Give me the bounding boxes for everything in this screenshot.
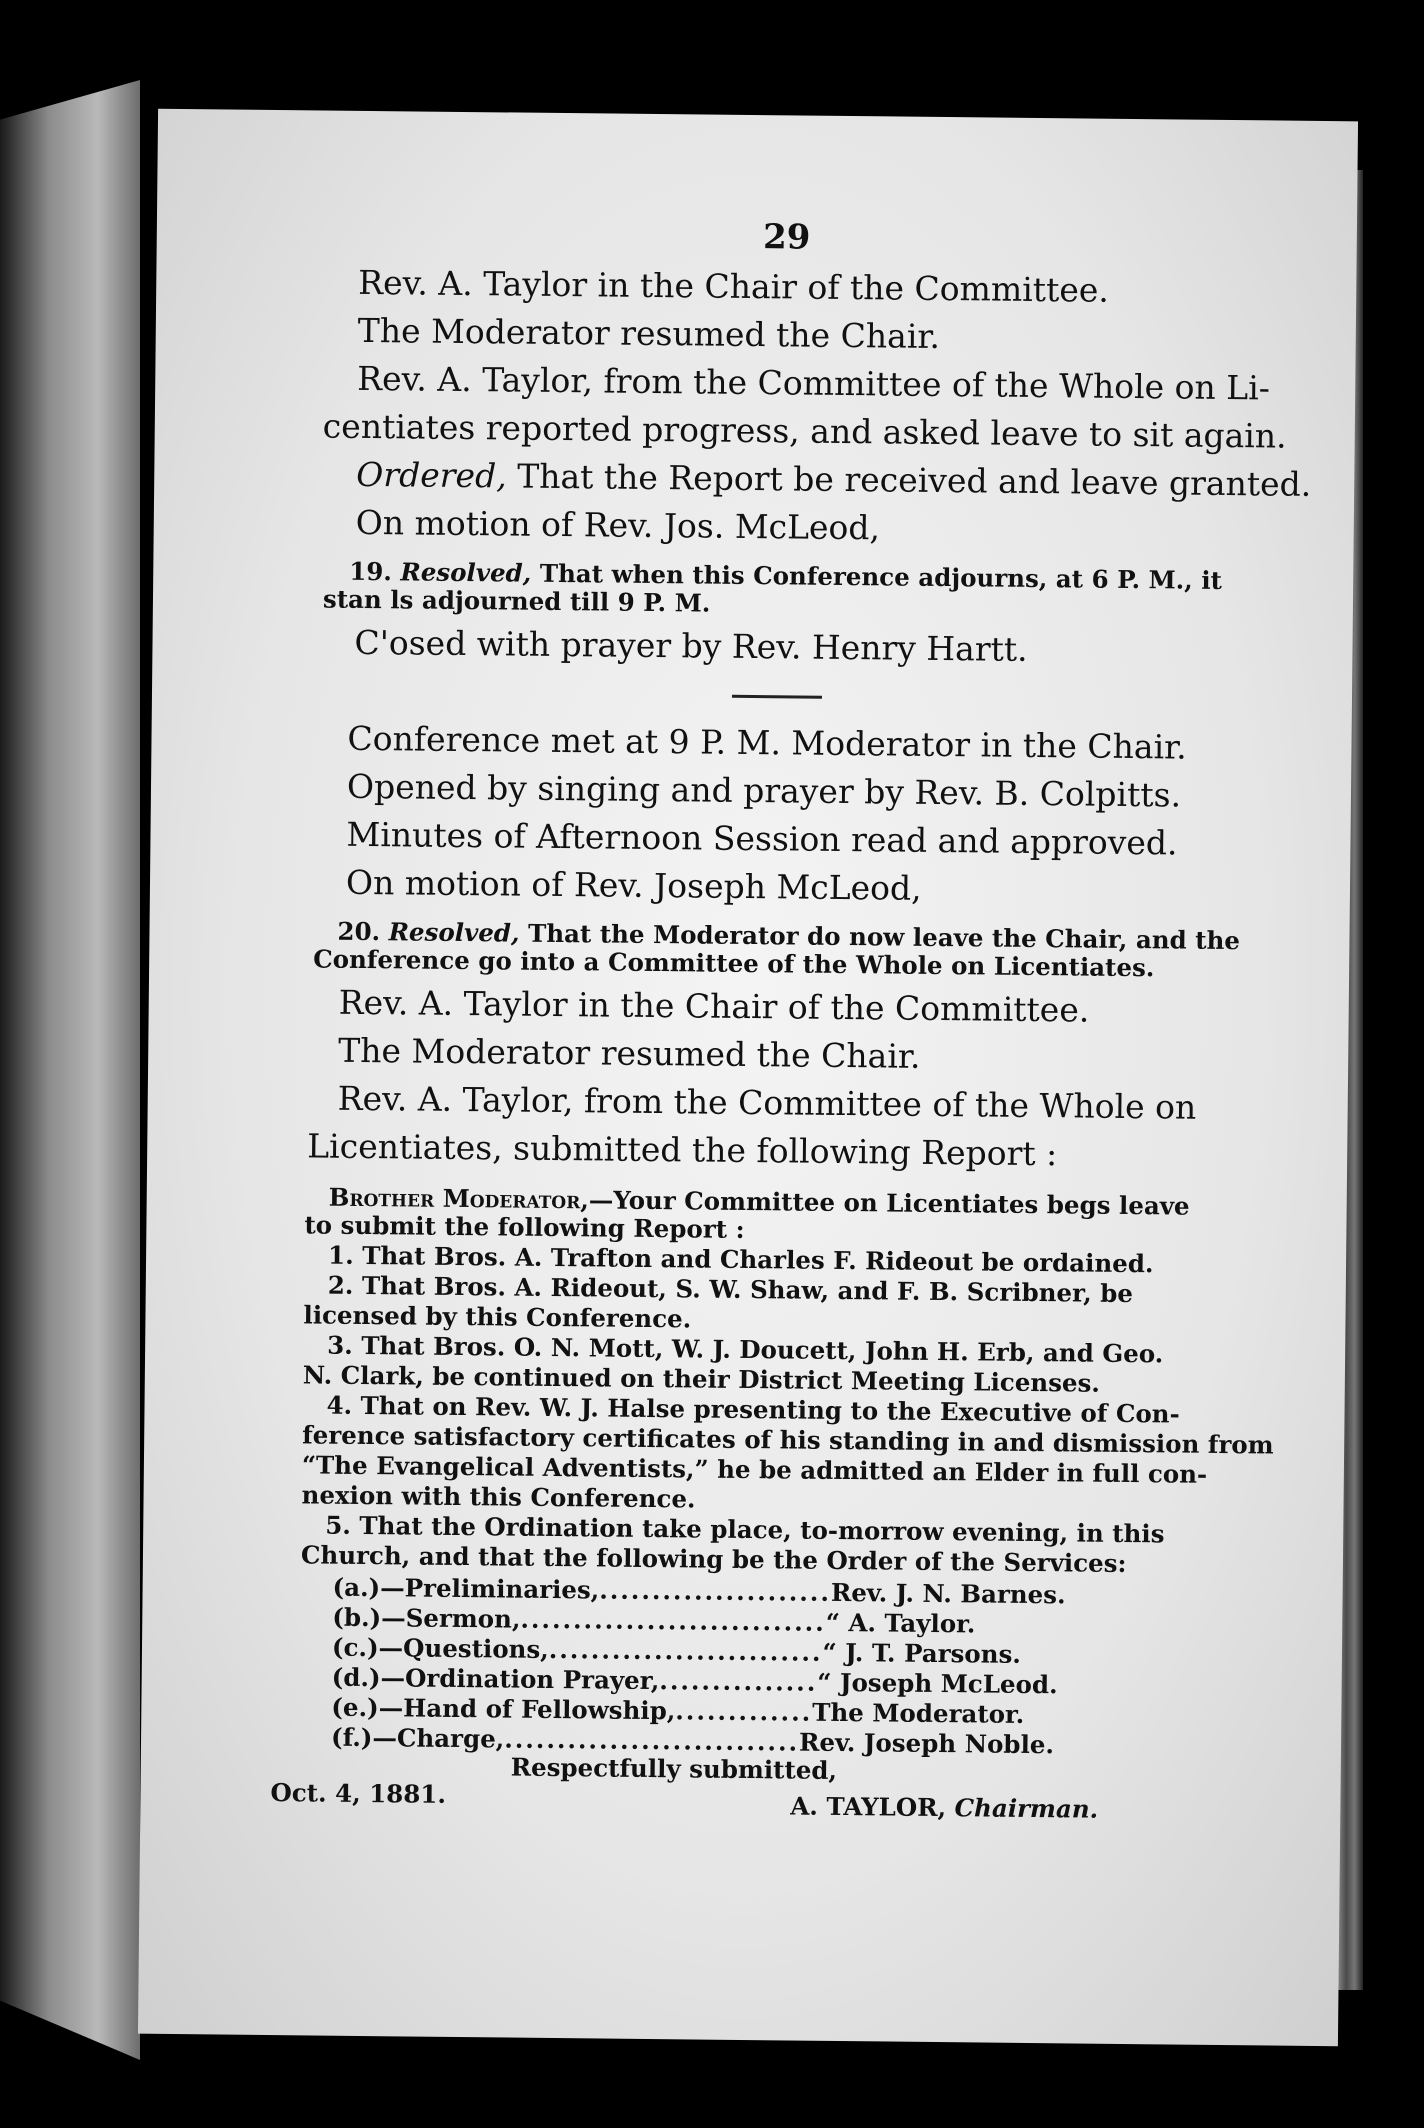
signer-name: A. TAYLOR, <box>790 1791 947 1823</box>
signer-role: Chairman. <box>954 1793 1099 1824</box>
respectfully-submitted: Respectfully submitted, <box>510 1752 838 1785</box>
service-person: Rev. J. N. Barnes. <box>830 1577 1066 1610</box>
resolution-number: 19. <box>349 556 393 587</box>
text-line: licensed by this Conference. <box>303 1300 692 1334</box>
text-line: centiates reported progress, and asked leave to sit again. <box>322 406 1287 456</box>
resolution-text: That the Moderator do now leave the Chair, and the <box>527 918 1241 956</box>
text-line: “The Evangelical Adventists,” he be admitted an Elder in full con- <box>301 1450 1208 1489</box>
ordered-text: That the Report be received and leave granted. <box>516 456 1312 504</box>
text-line: to submit the following Report : <box>304 1210 745 1244</box>
service-name: (e.)—Hand of Fellowship, <box>331 1692 676 1726</box>
ordered-label: Ordered, <box>356 454 507 496</box>
text-line: Rev. A. Taylor, from the Committee of the Whole on Li- <box>357 358 1271 408</box>
report-item: 3. That Bros. O. N. Mott, W. J. Doucett, John H. Erb, and Geo. <box>327 1330 1164 1369</box>
text-line: Minutes of Afternoon Session read and approved. <box>346 814 1178 863</box>
service-name: (a.)—Preliminaries, <box>332 1572 600 1605</box>
resolved-label: Resolved, <box>388 917 520 948</box>
leader-dots: ...................... <box>599 1575 832 1607</box>
text-line: C'osed with prayer by Rev. Henry Hartt. <box>354 622 1028 669</box>
text-line <box>356 455 1311 505</box>
section-divider <box>732 695 822 699</box>
service-name: (d.)—Ordination Prayer, <box>331 1662 660 1696</box>
report-item: 2. That Bros. A. Rideout, S. W. Shaw, and F. B. Scribner, be <box>327 1270 1134 1309</box>
leader-dots: ............................ <box>504 1724 800 1757</box>
service-person: “ Joseph McLeod. <box>817 1667 1058 1700</box>
text-line: stan ls adjourned till 9 P. M. <box>322 584 711 618</box>
facing-page-edge <box>0 80 140 2060</box>
resolution-number: 20. <box>337 916 381 947</box>
text-line: Licentiates, submitted the following Report : <box>307 1126 1058 1174</box>
document-page <box>138 109 1358 2046</box>
service-name: (c.)—Questions, <box>331 1632 549 1664</box>
service-name: (b.)—Sermon, <box>332 1602 521 1634</box>
text-line: Rev. A. Taylor, from the Committee of the Whole on <box>337 1078 1197 1127</box>
report-text: Your Committee on Licentiates begs leave <box>613 1185 1190 1221</box>
leader-dots: .......................... <box>548 1634 823 1667</box>
text-line: Opened by singing and prayer by Rev. B. Colpitts. <box>346 766 1182 815</box>
service-person: The Moderator. <box>812 1697 1025 1729</box>
text-line: Church, and that the following be the Order of the Services: <box>300 1540 1127 1578</box>
text-line: Conference met at 9 P. M. Moderator in the Chair. <box>347 718 1187 767</box>
text-line: On motion of Rev. Joseph McLeod, <box>345 862 922 908</box>
report-date: Oct. 4, 1881. <box>270 1778 447 1809</box>
text-line: Rev. A. Taylor in the Chair of the Committee. <box>358 262 1110 310</box>
text-line: Rev. A. Taylor in the Chair of the Committee. <box>338 982 1090 1030</box>
page-number: 29 <box>762 217 811 258</box>
service-person: Rev. Joseph Noble. <box>798 1727 1055 1760</box>
report-item: 5. That the Ordination take place, to-morrow evening, in this <box>325 1510 1165 1549</box>
report-item: 1. That Bros. A. Trafton and Charles F. Rideout be ordained. <box>327 1240 1154 1279</box>
service-person: “ J. T. Parsons. <box>822 1637 1022 1669</box>
resolution-text: That when this Conference adjourns, at 6 P. M., it <box>539 558 1223 595</box>
text-line: ference satisfactory certificates of his standing in and dismission from <box>302 1420 1274 1460</box>
report-item: 4. That on Rev. W. J. Halse presenting to the Executive of Con- <box>326 1390 1180 1429</box>
leader-dots: ............................. <box>520 1604 826 1637</box>
text-line: nexion with this Conference. <box>301 1480 696 1514</box>
signature <box>790 1791 1098 1824</box>
service-person: “ A. Taylor. <box>825 1607 976 1639</box>
resolved-label: Resolved, <box>400 557 532 588</box>
text-line: On motion of Rev. Jos. McLeod, <box>355 502 881 548</box>
salutation: Brother Moderator,— <box>328 1182 614 1215</box>
text-line: The Moderator resumed the Chair. <box>338 1030 921 1076</box>
service-name: (f.)—Charge, <box>330 1722 505 1754</box>
leader-dots: ............... <box>659 1666 818 1697</box>
text-line: N. Clark, be continued on their District Meeting Licenses. <box>302 1360 1101 1398</box>
text-line: The Moderator resumed the Chair. <box>357 310 941 356</box>
leader-dots: ............. <box>675 1696 813 1727</box>
text-line: Conference go into a Committee of the Whole on Licentiates. <box>313 944 1155 983</box>
